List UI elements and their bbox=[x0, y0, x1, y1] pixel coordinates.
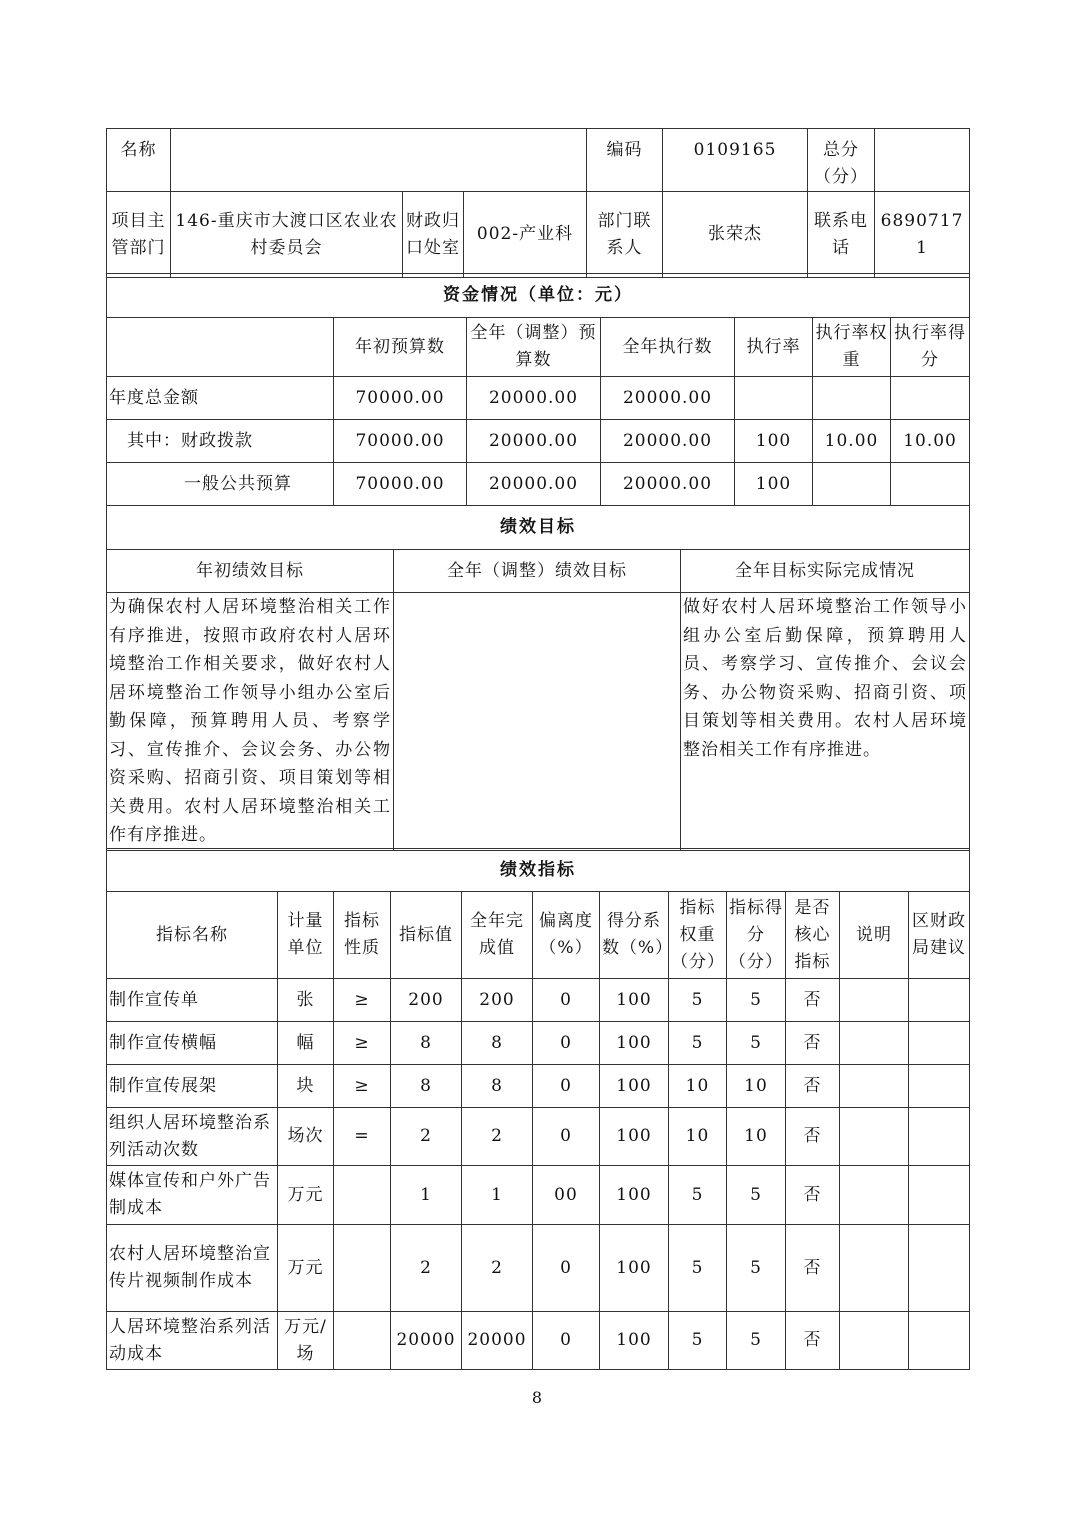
total-value bbox=[875, 129, 970, 192]
indicator-cell: ≥ bbox=[334, 1065, 391, 1108]
funds-cell: 70000.00 bbox=[334, 463, 467, 506]
indicator-cell: 5 bbox=[727, 1022, 786, 1065]
indicators-col-header: 指标得分（分） bbox=[727, 892, 786, 979]
indicator-cell: 否 bbox=[786, 1225, 840, 1312]
indicators-col-header: 全年完成值 bbox=[462, 892, 533, 979]
funds-col-header: 年初预算数 bbox=[334, 318, 467, 377]
indicator-cell bbox=[840, 1065, 909, 1108]
indicator-cell: 场次 bbox=[278, 1108, 334, 1166]
goals-title: 绩效目标 bbox=[107, 506, 970, 550]
funds-cell: 70000.00 bbox=[334, 420, 467, 463]
indicator-cell: 100 bbox=[600, 1065, 669, 1108]
indicators-col-header: 是否核心指标 bbox=[786, 892, 840, 979]
indicator-cell: 5 bbox=[727, 1225, 786, 1312]
indicator-cell: 8 bbox=[391, 1022, 462, 1065]
indicator-cell: 10 bbox=[727, 1065, 786, 1108]
indicator-cell: 200 bbox=[462, 979, 533, 1022]
funds-title: 资金情况（单位：元） bbox=[107, 274, 970, 318]
indicators-col-header: 偏离度（%） bbox=[533, 892, 600, 979]
contact-label: 部门联系人 bbox=[587, 192, 663, 278]
indicator-cell: 20000 bbox=[391, 1312, 462, 1370]
funds-col-header: 执行率权重 bbox=[813, 318, 891, 377]
funds-cell: 20000.00 bbox=[467, 463, 601, 506]
indicator-name: 人居环境整治系列活动成本 bbox=[107, 1312, 278, 1370]
indicator-cell: 0 bbox=[533, 1225, 600, 1312]
indicator-cell: 10 bbox=[669, 1108, 727, 1166]
indicator-cell bbox=[840, 979, 909, 1022]
indicator-cell: 0 bbox=[533, 1022, 600, 1065]
indicator-cell: 2 bbox=[391, 1225, 462, 1312]
funds-col-header: 执行率 bbox=[735, 318, 813, 377]
indicator-cell: 8 bbox=[462, 1022, 533, 1065]
indicator-cell bbox=[334, 1312, 391, 1370]
indicator-cell: 8 bbox=[391, 1065, 462, 1108]
project-info-table bbox=[106, 128, 970, 278]
funds-cell: 100 bbox=[735, 420, 813, 463]
indicator-cell: 8 bbox=[462, 1065, 533, 1108]
indicators-col-header: 区财政局建议 bbox=[909, 892, 970, 979]
indicator-cell bbox=[909, 1166, 970, 1225]
indicator-cell: 5 bbox=[669, 979, 727, 1022]
indicator-cell bbox=[334, 1166, 391, 1225]
indicator-cell: 否 bbox=[786, 1108, 840, 1166]
indicator-cell bbox=[840, 1312, 909, 1370]
indicators-col-header: 得分系数（%） bbox=[600, 892, 669, 979]
indicator-cell: 5 bbox=[669, 1312, 727, 1370]
funds-row-label: 年度总金额 bbox=[107, 377, 334, 420]
dept-label: 项目主管部门 bbox=[107, 192, 171, 278]
indicators-col-header: 计量单位 bbox=[278, 892, 334, 979]
indicator-cell: 否 bbox=[786, 979, 840, 1022]
indicator-cell: 5 bbox=[727, 979, 786, 1022]
indicators-table bbox=[106, 848, 970, 1370]
indicator-cell bbox=[840, 1022, 909, 1065]
indicator-name: 制作宣传单 bbox=[107, 979, 278, 1022]
indicator-cell: 1 bbox=[391, 1166, 462, 1225]
indicators-col-header: 指标权重（分） bbox=[669, 892, 727, 979]
indicators-col-header: 指标名称 bbox=[107, 892, 278, 979]
indicators-title: 绩效指标 bbox=[107, 849, 970, 892]
indicator-cell: 100 bbox=[600, 1225, 669, 1312]
indicator-cell: 5 bbox=[669, 1166, 727, 1225]
indicator-cell: 0 bbox=[533, 979, 600, 1022]
code-label: 编码 bbox=[587, 129, 663, 192]
finance-value: 002-产业科 bbox=[464, 192, 587, 278]
code-value: 0109165 bbox=[663, 129, 808, 192]
goals-col-header: 全年（调整）绩效目标 bbox=[394, 550, 681, 593]
indicator-cell bbox=[334, 1225, 391, 1312]
contact-value: 张荣杰 bbox=[663, 192, 808, 278]
indicator-cell: 100 bbox=[600, 979, 669, 1022]
goals-table bbox=[106, 505, 970, 851]
indicator-cell: 万元 bbox=[278, 1225, 334, 1312]
indicator-cell: 块 bbox=[278, 1065, 334, 1108]
indicator-cell: 否 bbox=[786, 1065, 840, 1108]
indicator-cell bbox=[909, 1022, 970, 1065]
indicator-cell: 20000 bbox=[462, 1312, 533, 1370]
goals-col-header: 全年目标实际完成情况 bbox=[681, 550, 970, 593]
indicator-cell: = bbox=[334, 1108, 391, 1166]
indicator-name: 组织人居环境整治系列活动次数 bbox=[107, 1108, 278, 1166]
indicator-cell: 100 bbox=[600, 1108, 669, 1166]
funds-cell: 100 bbox=[735, 463, 813, 506]
indicator-name: 制作宣传横幅 bbox=[107, 1022, 278, 1065]
funds-cell bbox=[891, 463, 970, 506]
adjusted-goal-text bbox=[394, 593, 681, 851]
indicator-cell: 万元/场 bbox=[278, 1312, 334, 1370]
indicator-name: 媒体宣传和户外广告制成本 bbox=[107, 1166, 278, 1225]
indicators-col-header: 指标值 bbox=[391, 892, 462, 979]
indicator-cell: 0 bbox=[533, 1065, 600, 1108]
indicator-cell: 200 bbox=[391, 979, 462, 1022]
indicator-cell: ≥ bbox=[334, 1022, 391, 1065]
funds-cell: 20000.00 bbox=[467, 420, 601, 463]
indicator-cell bbox=[909, 1312, 970, 1370]
indicator-cell bbox=[909, 1065, 970, 1108]
funds-cell bbox=[891, 377, 970, 420]
phone-label: 联系电话 bbox=[808, 192, 875, 278]
phone-value: 68907171 bbox=[875, 192, 970, 278]
funds-table bbox=[106, 273, 970, 506]
dept-value: 146-重庆市大渡口区农业农村委员会 bbox=[171, 192, 403, 278]
funds-cell: 70000.00 bbox=[334, 377, 467, 420]
funds-col-header: 执行率得分 bbox=[891, 318, 970, 377]
indicator-cell: 否 bbox=[786, 1022, 840, 1065]
indicator-cell: 否 bbox=[786, 1312, 840, 1370]
funds-cell: 10.00 bbox=[891, 420, 970, 463]
indicator-cell bbox=[909, 979, 970, 1022]
funds-col-header: 全年执行数 bbox=[601, 318, 735, 377]
indicator-cell: 5 bbox=[669, 1022, 727, 1065]
funds-cell: 10.00 bbox=[813, 420, 891, 463]
funds-col-header: 全年（调整）预算数 bbox=[467, 318, 601, 377]
indicators-col-header: 说明 bbox=[840, 892, 909, 979]
total-label: 总分（分） bbox=[808, 129, 875, 192]
funds-row-label: 其中：财政拨款 bbox=[107, 420, 334, 463]
funds-cell bbox=[735, 377, 813, 420]
actual-completion-text: 做好农村人居环境整治工作领导小组办公室后勤保障，预算聘用人员、考察学习、宣传推介、会议会务、办公物资采购、招商引资、项目策划等相关费用。农村人居环境整治相关工作有序推进。 bbox=[681, 593, 970, 851]
funds-row-label: 一般公共预算 bbox=[107, 463, 334, 506]
funds-cell: 20000.00 bbox=[467, 377, 601, 420]
indicator-cell bbox=[909, 1108, 970, 1166]
name-value bbox=[171, 129, 587, 192]
indicator-cell bbox=[840, 1225, 909, 1312]
indicator-cell: 幅 bbox=[278, 1022, 334, 1065]
indicator-cell bbox=[840, 1166, 909, 1225]
indicator-cell: 100 bbox=[600, 1022, 669, 1065]
indicator-cell: 100 bbox=[600, 1166, 669, 1225]
indicator-cell: 2 bbox=[462, 1225, 533, 1312]
funds-cell: 20000.00 bbox=[601, 377, 735, 420]
funds-cell: 20000.00 bbox=[601, 420, 735, 463]
initial-goal-text: 为确保农村人居环境整治相关工作有序推进，按照市政府农村人居环境整治工作相关要求，做好农村人居环境整治工作领导小组办公室后勤保障，预算聘用人员、考察学习、宣传推介、会议会务、办公物资采购、招商引资、项目策划等相关费用。农村人居环境整治相关工作有序推进。 bbox=[107, 593, 394, 851]
indicator-cell: 2 bbox=[391, 1108, 462, 1166]
funds-cell bbox=[813, 377, 891, 420]
indicator-cell: 2 bbox=[462, 1108, 533, 1166]
indicator-cell: 00 bbox=[533, 1166, 600, 1225]
funds-col-header bbox=[107, 318, 334, 377]
indicator-cell bbox=[909, 1225, 970, 1312]
indicator-cell bbox=[840, 1108, 909, 1166]
indicator-cell: 0 bbox=[533, 1312, 600, 1370]
goals-col-header: 年初绩效目标 bbox=[107, 550, 394, 593]
funds-cell: 20000.00 bbox=[601, 463, 735, 506]
indicator-cell: 0 bbox=[533, 1108, 600, 1166]
indicator-cell: 100 bbox=[600, 1312, 669, 1370]
indicator-name: 农村人居环境整治宣传片视频制作成本 bbox=[107, 1225, 278, 1312]
indicator-cell: 5 bbox=[669, 1225, 727, 1312]
indicator-cell: 5 bbox=[727, 1166, 786, 1225]
name-label: 名称 bbox=[107, 129, 171, 192]
indicator-cell: 万元 bbox=[278, 1166, 334, 1225]
funds-cell bbox=[813, 463, 891, 506]
finance-label: 财政归口处室 bbox=[403, 192, 464, 278]
indicator-cell: 张 bbox=[278, 979, 334, 1022]
indicator-cell: 10 bbox=[669, 1065, 727, 1108]
indicator-cell: 否 bbox=[786, 1166, 840, 1225]
indicators-col-header: 指标性质 bbox=[334, 892, 391, 979]
indicator-cell: 5 bbox=[727, 1312, 786, 1370]
indicator-cell: ≥ bbox=[334, 979, 391, 1022]
indicator-name: 制作宣传展架 bbox=[107, 1065, 278, 1108]
indicator-cell: 10 bbox=[727, 1108, 786, 1166]
indicator-cell: 1 bbox=[462, 1166, 533, 1225]
page-number: 8 bbox=[531, 1388, 543, 1407]
